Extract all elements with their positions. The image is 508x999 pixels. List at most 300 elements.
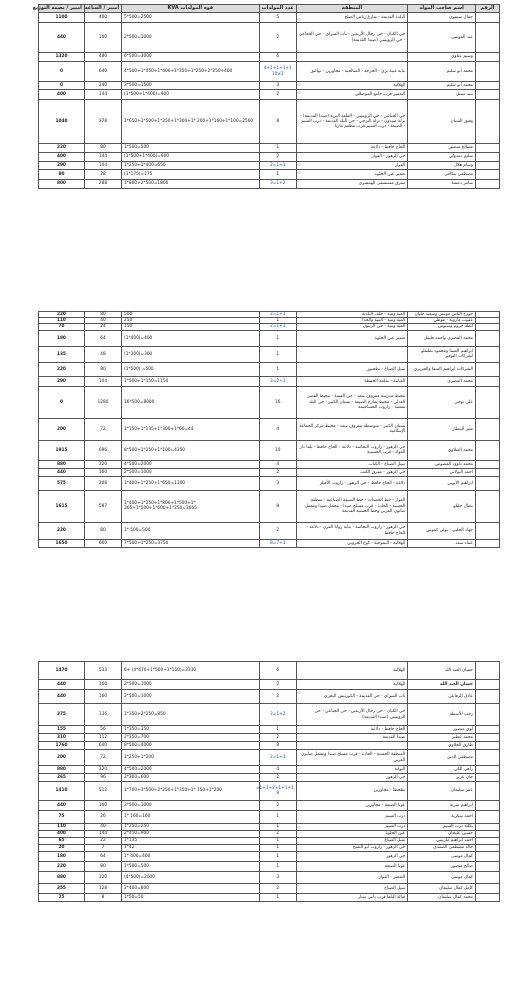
kva-cell: 1*650+1*500+1*350+1*300+1* 200+1*160+1*100=2560 (122, 100, 260, 144)
owner-cell: احمد ابراهيم مارتيني (408, 838, 476, 845)
serial-cell (475, 162, 499, 170)
amp-cell: 144 (84, 153, 121, 162)
kva-cell: 8*500+1*250+1*100=4350 (122, 440, 260, 460)
serial-cell (475, 742, 499, 750)
area-cell: سيل الصباغ - بطحبور (296, 362, 407, 376)
table-row (39, 376, 500, 386)
table-row (39, 884, 500, 894)
serial-cell (475, 750, 499, 766)
serial-cell (475, 100, 499, 144)
kva-cell: 3*500=1500 (122, 82, 260, 90)
owner-cell: حسان العبد الله (408, 680, 476, 690)
count-cell: 1 (259, 852, 296, 862)
count-cell: 1 (259, 824, 296, 831)
subscription-cell: 1410 (39, 782, 85, 801)
serial-cell (475, 490, 499, 522)
subscription-cell: 800 (39, 180, 85, 189)
table-row (39, 460, 500, 468)
owner-cell: ابطة حزوم وسبوس (408, 324, 476, 330)
amp-cell: 320 (84, 766, 121, 774)
serial-cell (475, 838, 499, 845)
serial-cell (475, 704, 499, 726)
owner-cell: علي بوجي (408, 386, 476, 418)
count-cell: 2+1=3 (259, 376, 296, 386)
count-cell: 1+1=2 (259, 324, 296, 330)
count-cell: 2 (259, 734, 296, 742)
subscription-cell: 440 (39, 680, 85, 690)
owner-cell: رجب الأسطة (408, 704, 476, 726)
kva-cell: 2*400=800 (122, 884, 260, 894)
subscription-cell: 220 (39, 362, 85, 376)
count-cell: 2 (259, 468, 296, 476)
kva-cell: (4*500)=2000 (122, 872, 260, 884)
serial-cell (475, 522, 499, 539)
subscription-cell: 180 (39, 852, 85, 862)
amp-cell: 587 (84, 490, 121, 522)
subscription-cell: 440 (39, 690, 85, 704)
owner-cell: الشركات ابراهيم السقا والحريري (408, 362, 476, 376)
count-cell: 4 (259, 418, 296, 440)
count-cell: 6 (259, 53, 296, 62)
amp-cell: 320 (84, 460, 121, 468)
kva-cell: 1* 500=500 (122, 522, 260, 539)
serial-cell (475, 330, 499, 346)
area-cell: الحاج حافظ - دلاعة (296, 144, 407, 153)
owner-cell: عادل الرفاعي (408, 690, 476, 704)
subscription-cell: 200 (39, 418, 85, 440)
area-cell: درب السيم (296, 811, 407, 824)
area-cell: حي الزهور - القوار (296, 153, 407, 162)
amp-cell: 160 (84, 690, 121, 704)
count-cell: 8 (259, 742, 296, 750)
area-cell: التعمير قرب جامع الموصللي (296, 90, 407, 100)
amp-cell: 28 (84, 170, 121, 180)
table-row (39, 386, 500, 418)
table-row (39, 330, 500, 346)
area-cell: عوبا الضيعة (296, 862, 407, 872)
area-cell: الغنانية - سلمة الحمطة (296, 376, 407, 386)
kva-cell: 1*400+1*250+1*650=1300 (122, 476, 260, 490)
serial-cell (475, 872, 499, 884)
table-row (39, 831, 500, 838)
owner-cell: احمد سكرية (408, 811, 476, 824)
kva-cell: (1*500+1*400)=900 (122, 90, 260, 100)
area-cell: حي الكتان - حي رحال الأربعين - باب السراي - حي الجعاعي - حي الزويتيني (صيدا القديمة) (296, 23, 407, 53)
area-cell: حي الكتان - حي رحال الأربعين - حي الجباعي - حي الزويتيني (صيدا القديمة) (296, 704, 407, 726)
area-cell: حي الزهور - زاروب النجاسة - دلاعة - الحاج حافظ - بلقا دار القواد - قرب الحسيبة (296, 440, 407, 460)
amp-cell: 600 (84, 539, 121, 547)
subscription-cell: 355 (39, 884, 85, 894)
amp-cell: 640 (84, 62, 121, 82)
serial-cell (475, 53, 499, 62)
area-cell: حي الزهور - مفرق الكتب (296, 468, 407, 476)
kva-cell: 500 (122, 312, 260, 318)
area-cell: حي الزهور - زاروب أبو الشيخ (296, 845, 407, 852)
count-cell: 1 (259, 838, 296, 845)
count-cell: 1+1=2 (259, 750, 296, 766)
subscription-cell: 1040 (39, 100, 85, 144)
count-cell: 2 (259, 153, 296, 162)
amp-cell: 80 (84, 362, 121, 376)
table-row (39, 13, 500, 23)
kva-cell: 1*700+3*500+2*250+1*350+1* 150+1*200 (122, 782, 260, 801)
amp-cell: 56 (84, 726, 121, 734)
count-cell: 3 (259, 872, 296, 884)
subscription-cell: 375 (39, 704, 85, 726)
subscription-cell: 880 (39, 460, 85, 468)
amp-cell: 80 (84, 522, 121, 539)
area-cell: تعمير عين الحلوة (296, 330, 407, 346)
area-cell: بناية غيبة بري - الحرجة - الصالحية - مجاورين - تواليق (296, 62, 407, 82)
kva-cell: 250 (122, 318, 260, 324)
table-row (39, 680, 500, 690)
serial-cell (475, 680, 499, 690)
kva-cell: 1*500+1*150=1150 (122, 376, 260, 386)
table-body-page-3 (39, 662, 500, 902)
count-cell: 2 (259, 690, 296, 704)
count-cell: 2 (259, 774, 296, 782)
table-page-2 (38, 311, 500, 548)
subscription-cell: 220 (39, 312, 85, 318)
serial-cell (475, 144, 499, 153)
owner-cell: محمد داوود المصوص (408, 460, 476, 468)
subscription-cell: 880 (39, 872, 85, 884)
count-cell: 8 (259, 100, 296, 144)
table-row (39, 734, 500, 742)
owner-cell: نبيه سنتل (408, 90, 476, 100)
amp-cell: 40 (84, 318, 121, 324)
amp-cell: 80 (84, 862, 121, 872)
kva-cell: 6+ (4*470+1*500+1*150)=3330 (122, 662, 260, 680)
serial-cell (475, 884, 499, 894)
serial-cell (475, 831, 499, 838)
subscription-cell: 290 (39, 162, 85, 170)
kva-cell: 1* 160=160 (122, 811, 260, 824)
area-cell: تعمير عين الحلوة (296, 170, 407, 180)
generators-table (38, 661, 500, 902)
count-cell: 4 (259, 460, 296, 468)
table-row (39, 162, 500, 170)
serial-cell (475, 811, 499, 824)
area-cell: البوابة (296, 766, 407, 774)
kva-cell: (1*500+1*400)=900 (122, 153, 260, 162)
kva-cell: 2*500=1000 (122, 680, 260, 690)
serial-cell (475, 362, 499, 376)
area-cell: باب السراي - حي القديمة - الكورنيش البحري (296, 690, 407, 704)
kva-cell: 2*500=1000 (122, 23, 260, 53)
serial-cell (475, 13, 499, 23)
count-cell: 1+1=2 (259, 312, 296, 318)
table-row (39, 726, 500, 734)
serial-cell (475, 766, 499, 774)
amp-cell: 26 (84, 811, 121, 824)
serial-cell (475, 170, 499, 180)
area-cell: المية ومية - خلف البلدية (296, 312, 407, 318)
subscription-cell: 265 (39, 774, 85, 782)
subscription-cell: 400 (39, 90, 85, 100)
kva-cell: 2*500=1000 (122, 801, 260, 811)
kva-cell: (1*500) =500 (122, 362, 260, 376)
table-row (39, 862, 500, 872)
serial-cell (475, 845, 499, 852)
kva-cell: 2*350=700 (122, 734, 260, 742)
owner-cell: بكلية درب السيم (408, 824, 476, 831)
amp-cell: 112 (84, 734, 121, 742)
count-cell: 1 (259, 346, 296, 362)
area-cell: الهلالية - اليموجبة - كوع الخروبي (296, 539, 407, 547)
kva-cell: 1*250+1*200 (122, 750, 260, 766)
area-cell: البلدة القديمة - شارع رياض الصلح (296, 13, 407, 23)
count-cell: 3 (259, 82, 296, 90)
amp-cell: 160 (84, 23, 121, 53)
amp-cell: 80 (84, 312, 121, 318)
subscription-cell: 400 (39, 831, 85, 838)
amp-cell: 128 (84, 884, 121, 894)
owner-cell: نضال حليلو (408, 490, 476, 522)
area-cell: حي الزهور - زاروب النجاسة - بناية زوايا الفرن - دلاعة - الحاج حافظ (296, 522, 407, 539)
count-cell: 3 (259, 476, 296, 490)
amp-cell: 7 (84, 845, 121, 852)
area-cell: حي الزهور (296, 852, 407, 862)
subscription-cell: 400 (39, 153, 85, 162)
count-cell: 2 (259, 90, 296, 100)
kva-cell: 4*500=2000 (122, 460, 260, 468)
kva-cell: 2*500=1000 (122, 468, 260, 476)
table-row (39, 62, 500, 82)
kva-cell: 1*135 (122, 838, 260, 845)
subscription-cell: 1615 (39, 490, 85, 522)
owner-cell: محمد عطير (408, 734, 476, 742)
area-cell: حي الزهور (296, 774, 407, 782)
area-cell: حي الجباعي - حي الزويتيني - القلعة البرية (صيدا القديمة) - نزلة صيدون - نزلة البرجي - حي البلد القديمة - درب السيم - الضيعة - درب السيم قرب مطعم ماريا (296, 100, 407, 144)
kva-cell: (1*400)=400 (122, 330, 260, 346)
amp-cell: 160 (84, 801, 121, 811)
serial-cell (475, 476, 499, 490)
amp-cell: 640 (84, 742, 121, 750)
area-cell (296, 53, 407, 62)
kva-cell: 2*450=900 (122, 831, 260, 838)
subscription-cell: 1915 (39, 440, 85, 460)
area-cell: عين الحلوة (296, 831, 407, 838)
table-row (39, 539, 500, 547)
area-cell: الهلالية (296, 680, 407, 690)
kva-cell: (1*175)=175 (122, 170, 260, 180)
amp-cell: 72 (84, 750, 121, 766)
count-cell: 8 (259, 490, 296, 522)
serial-cell (475, 90, 499, 100)
owner-cell: خالد مصطفى الصفدي (408, 845, 476, 852)
area-cell (296, 742, 407, 750)
amp-cell: 144 (84, 90, 121, 100)
table-row (39, 766, 500, 774)
subscription-cell: 180 (39, 330, 85, 346)
table-row (39, 852, 500, 862)
table-row (39, 811, 500, 824)
count-cell: 2 (259, 801, 296, 811)
table-row (39, 490, 500, 522)
serial-cell (475, 690, 499, 704)
header-kva: قوة المولدات KVA (122, 5, 260, 13)
owner-cell: احمد البولاني (408, 468, 476, 476)
serial-cell (475, 376, 499, 386)
owner-cell: محمد العثلاوي (408, 440, 476, 460)
owner-cell: حسان العبد الله (408, 662, 476, 680)
table-row (39, 894, 500, 902)
kva-cell: 150 (122, 324, 260, 330)
owner-cell: وفيق الشنان (408, 100, 476, 144)
subscription-cell: 80 (39, 170, 85, 180)
amp-cell: 378 (84, 100, 121, 144)
owner-cell: وسيم عثاوي (408, 53, 476, 62)
owner-cell: لؤي منصور (408, 726, 476, 734)
serial-cell (475, 824, 499, 831)
count-cell: 7+1=8 (259, 539, 296, 547)
subscription-cell: 880 (39, 766, 85, 774)
table-row (39, 782, 500, 801)
count-cell: 1 (259, 330, 296, 346)
count-cell: 1+2=3 (259, 704, 296, 726)
count-cell: 1 (259, 811, 296, 824)
amp-cell: 288 (84, 180, 121, 189)
amp-cell: 48 (84, 346, 121, 362)
count-cell: 2 (259, 831, 296, 838)
owner-cell: كمال موسى (408, 872, 476, 884)
serial-cell (475, 852, 499, 862)
subscription-cell: 1470 (39, 662, 85, 680)
table-row (39, 774, 500, 782)
count-cell: 5 (259, 13, 296, 23)
count-cell: 1 (259, 170, 296, 180)
owner-cell: حسين عليحان (408, 831, 476, 838)
amp-cell: 533 (84, 662, 121, 680)
owner-cell: محمد كمال سليمان (408, 894, 476, 902)
kva-cell: 16*500=8000 (122, 386, 260, 418)
kva-cell: 7*500+1*250=3750 (122, 539, 260, 547)
kva-cell: 1*250+1*400=650 (122, 162, 260, 170)
area-cell: الهلالية (296, 82, 407, 90)
count-cell: 2 (259, 884, 296, 894)
area-cell: سيل الصباغ (296, 838, 407, 845)
serial-cell (475, 726, 499, 734)
area-cell: عوبا الضيعة - مجاورين (296, 801, 407, 811)
table-row (39, 100, 500, 144)
count-cell: 1+3+2+1+1+1= 8 (259, 782, 296, 801)
serial-cell (475, 440, 499, 460)
subscription-cell: 310 (39, 734, 85, 742)
count-cell: 2 (259, 23, 296, 53)
subscription-cell: 75 (39, 811, 85, 824)
owner-cell: مصالح منصور (408, 144, 476, 153)
generators-table (32, 4, 500, 189)
amp-cell: 96 (84, 774, 121, 782)
owner-cell: ابراهيم السقا ومحمود بطيقلو لشركات التوفير (408, 346, 476, 362)
serial-cell (475, 346, 499, 362)
amp-cell: 512 (84, 782, 121, 801)
count-cell: 2 (259, 680, 296, 690)
amp-cell: 208 (84, 476, 121, 490)
subscription-cell: 1100 (39, 13, 85, 23)
table-row (39, 476, 500, 490)
serial-cell (475, 468, 499, 476)
owner-cell: كمال موسى (408, 852, 476, 862)
amp-cell: 22 (84, 838, 121, 845)
serial-cell (475, 662, 499, 680)
serial-cell (475, 386, 499, 418)
kva-cell: 1*42 (122, 845, 260, 852)
table-row (39, 662, 500, 680)
count-cell: 16 (259, 386, 296, 418)
subscription-cell: 1650 (39, 539, 85, 547)
area-cell: درب السيم (296, 824, 407, 831)
table-row (39, 170, 500, 180)
amp-cell: 696 (84, 440, 121, 460)
table-row (39, 838, 500, 845)
owner-cell: جان عزيز (408, 774, 476, 782)
table-row (39, 742, 500, 750)
count-cell: 2 (259, 522, 296, 539)
owner-cell: عقوب مارونة - موظي (408, 318, 476, 324)
table-row (39, 468, 500, 476)
serial-cell (475, 862, 499, 872)
kva-cell: 1*250=250 (122, 824, 260, 831)
area-cell: مفرق مستشفى الهمشري (296, 180, 407, 189)
subscription-cell: 440 (39, 801, 85, 811)
kva-cell: 1*350=350 (122, 726, 260, 734)
amp-cell: 24 (84, 324, 121, 330)
area-cell: الحاج حافظ - دلاعة (296, 726, 407, 734)
subscription-cell: 220 (39, 522, 85, 539)
table-header-row (39, 5, 500, 13)
table-row (39, 690, 500, 704)
owner-cell: سليم دمدولي (408, 153, 476, 162)
area-cell: المية ومية - حي الزيتون (296, 324, 407, 330)
owner-cell: وسام هلال (408, 162, 476, 170)
header-count: عدد المولدات (259, 5, 296, 13)
owner-cell: محمد أبو سليم (408, 82, 476, 90)
owner-cell: محمد المصري (408, 376, 476, 386)
area-cell: سيل الصباغ (296, 884, 407, 894)
amp-cell: 240 (84, 82, 121, 90)
amp-cell: 80 (84, 144, 121, 153)
header-amp: أمبير / الساعة (84, 5, 121, 13)
serial-cell (475, 801, 499, 811)
amp-cell: 72 (84, 418, 121, 440)
subscription-cell: 200 (39, 750, 85, 766)
owner-cell: عماد سعد (408, 539, 476, 547)
owner-cell: ابراهيم الأيوبي (408, 476, 476, 490)
owner-cell: جهاد الحلبي - تولي كموش (408, 522, 476, 539)
area-cell: سيل الصباغ - الكتاب (296, 460, 407, 468)
kva-cell: 2*300=600 (122, 774, 260, 782)
table-body-page-2 (39, 312, 500, 548)
subscription-cell: 110 (39, 318, 85, 324)
serial-cell (475, 894, 499, 902)
subscription-cell: 70 (39, 324, 85, 330)
owner-cell: زاهي الكي (408, 766, 476, 774)
subscription-cell: 0 (39, 62, 85, 82)
subscription-cell: 440 (39, 23, 85, 53)
kva-cell: 1*800+2*500=1800 (122, 180, 260, 189)
serial-cell (475, 734, 499, 742)
count-cell: 4 (259, 766, 296, 774)
amp-cell: 160 (84, 680, 121, 690)
subscription-cell: 290 (39, 376, 85, 386)
kva-cell: (1*300)=300 (122, 346, 260, 362)
amp-cell: 400 (84, 13, 121, 23)
area-cell: الهلالية (296, 662, 407, 680)
table-row (39, 362, 500, 376)
kva-cell: 8*500=4000 (122, 742, 260, 750)
